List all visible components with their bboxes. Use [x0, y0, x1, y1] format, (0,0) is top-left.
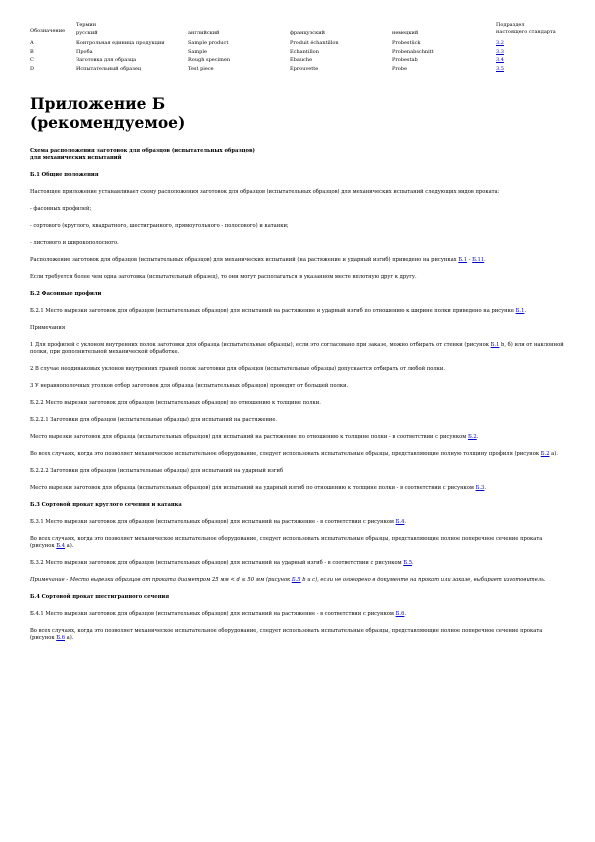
- text: Примечание - Место вырезки образцов от проката диаметром 25 мм < d ≤ 50 мм (рисунок: [30, 577, 292, 583]
- text: Во всех случаях, когда это позволяет механическое испытательное оборудование, следует использовать испытательные образцы, представляющие полную толщину профиля (рисунок: [30, 451, 541, 457]
- text: Во всех случаях, когда это позволяет механическое испытательное оборудование, следует использовать испытательные образцы, представляющие полное поперечное сечение проката (рисунок: [30, 628, 543, 641]
- section-heading: Б.2 Фасонные профили: [30, 291, 102, 297]
- text: .: [524, 308, 527, 314]
- appendix-title-line1: Приложение Б: [30, 94, 166, 113]
- text: а).: [65, 635, 74, 641]
- terms-table: [30, 18, 565, 74]
- notes-label: Примечания: [30, 325, 66, 331]
- row-term-ru: Контрольная единица продукции: [76, 40, 165, 46]
- header-designation: Обозначение: [30, 28, 66, 34]
- appendix-title: [30, 94, 185, 132]
- text: Б.3.2 Место вырезки заготовок для образцов (испытательных образцов) для испытаний на ударный изгиб - в соответствии с рисунком: [30, 560, 404, 566]
- paragraph: [30, 434, 565, 441]
- row-term-de: Probestück: [392, 40, 421, 46]
- row-term-en: Sample product: [188, 40, 229, 46]
- figure-link[interactable]: Б.5: [291, 577, 301, 583]
- text: -: [467, 257, 473, 263]
- row-term-de: Probe: [392, 65, 407, 72]
- note: [30, 577, 565, 584]
- section-heading: Б.1 Общие положения: [30, 172, 99, 178]
- text: .: [404, 519, 407, 525]
- figure-link[interactable]: Б.6: [395, 611, 405, 617]
- row-term-en: Sample: [188, 48, 207, 55]
- paragraph: Б.2.2 Место вырезки заготовок для образцов (испытательных образцов) по отношению к толщине полки.: [30, 400, 321, 406]
- note: [30, 342, 565, 356]
- row-code: С: [30, 57, 34, 63]
- figure-link[interactable]: Б.11: [472, 257, 485, 263]
- figure-link[interactable]: Б.6: [56, 635, 65, 641]
- row-term-ru: Испытательный образец: [76, 65, 142, 72]
- header-para-1: Подраздел: [496, 22, 525, 28]
- row-ref-link[interactable]: 3.2: [496, 40, 504, 46]
- terms-table-header: [30, 18, 565, 40]
- row-ref-link[interactable]: 3.3: [496, 48, 504, 55]
- row-code: В: [30, 48, 34, 55]
- header-lang-fr: французский: [290, 30, 325, 36]
- paragraph: [30, 451, 565, 458]
- paragraph: [30, 536, 565, 550]
- figure-link[interactable]: Б.5: [403, 560, 413, 566]
- row-term-fr: Produit échantillon: [290, 40, 339, 46]
- row-code: А: [30, 40, 34, 46]
- table-row: [30, 66, 565, 75]
- row-term-ru: Заготовка для образца: [76, 57, 137, 63]
- text: .: [476, 434, 479, 440]
- note: 2 В случае неодинаковых уклонов внутренних граней полок заготовки для образцов (испытательные образцы) допускается отбирать от любой полки.: [30, 366, 445, 372]
- list-item: - сортового (круглого, квадратного, шестигранного, прямоугольного - полосового) и катанки;: [30, 223, 289, 229]
- paragraph: [30, 485, 565, 492]
- text: Б.2.1 Место вырезки заготовок для образцов (испытательных образцов) для испытаний на растяжение и ударный изгиб по отношению к ширине полки приведено на рисунке: [30, 308, 516, 314]
- paragraph: [30, 257, 565, 264]
- text: 1 Для профилей с уклоном внутренних полок заготовки для образца (испытательные образцы), если это согласовано при заказе, можно отбирать от стенки (рисунок: [30, 342, 491, 348]
- figure-link[interactable]: Б.1: [490, 342, 500, 348]
- row-term-fr: Éprouvette: [290, 65, 319, 72]
- paragraph: Если требуется более чем одна заготовка (испытательный образец), то они могут располагаться в указанном месте вплотную друг к другу.: [30, 274, 417, 280]
- row-term-de: Probenabschnitt: [392, 48, 434, 55]
- figure-link[interactable]: Б.1: [515, 308, 525, 314]
- note: 3 У неравнополочных уголков отбор заготовок для образца (испытательных образцов) проводят от большей полки.: [30, 383, 349, 389]
- paragraph: Б.2.2.2 Заготовки для образцов (испытательные образцы) для испытаний на ударный изгиб: [30, 468, 284, 474]
- text: Место вырезки заготовок для образца (испытательных образцов) для испытаний на ударный изгиб по отношению к толщине полки - в соответствии с рисунком: [30, 485, 476, 491]
- text: .: [484, 485, 487, 491]
- figure-link[interactable]: Б.2: [467, 434, 477, 440]
- paragraph: Б.2.2.1 Заготовки для образцов (испытательные образцы) для испытаний на растяжение.: [30, 417, 278, 423]
- figure-link[interactable]: Б.4: [395, 519, 405, 525]
- text: Во всех случаях, когда это позволяет механическое испытательное оборудование, следует использовать испытательные образцы, представляющие полное поперечное сечение проката (рисунок: [30, 536, 543, 549]
- row-term-fr: Echantillon: [290, 48, 319, 55]
- appendix-subtitle: [30, 148, 565, 162]
- figure-link[interactable]: Б.3: [475, 485, 485, 491]
- section-heading: Б.3 Сортовой прокат круглого сечения и катанка: [30, 502, 182, 508]
- text: b и с), если не оговорено в документе на прокат или заказе, выбирает изготовитель.: [300, 577, 546, 583]
- row-term-en: Rough specimen: [188, 57, 231, 63]
- paragraph: [30, 611, 565, 618]
- text: Б.4.1 Место вырезки заготовок для образцов (испытательных образцов) для испытаний на растяжение - в соответствии с рисунком: [30, 611, 396, 617]
- row-ref-link[interactable]: 3.5: [496, 65, 504, 72]
- appendix-title-line2: (рекомендуемое): [30, 113, 186, 132]
- text: а).: [549, 451, 558, 457]
- paragraph: [30, 560, 565, 567]
- figure-link[interactable]: Б.2: [540, 451, 550, 457]
- text: Б.3.1 Место вырезки заготовок для образцов (испытательных образцов) для испытаний на растяжение - в соответствии с рисунком: [30, 519, 396, 525]
- section-heading: Б.4 Сортовой прокат шестигранного сечения: [30, 594, 170, 600]
- header-term: Термин: [76, 22, 97, 28]
- text: .: [404, 611, 407, 617]
- header-lang-de: немецкий: [392, 30, 419, 36]
- header-lang-en: английский: [188, 30, 220, 36]
- subtitle-line2: для механических испытаний: [30, 155, 122, 161]
- header-lang-ru: русский: [76, 30, 98, 36]
- row-ref-link[interactable]: 3.4: [496, 57, 504, 63]
- subtitle-line1: Схема расположения заготовок для образцов (испытательных образцов): [30, 148, 256, 154]
- paragraph: Настоящее приложение устанавливает схему расположения заготовок для образцов (испытательных образцов) для механических испытаний следующих видов проката:: [30, 189, 500, 195]
- paragraph: [30, 628, 565, 642]
- figure-link[interactable]: Б.1: [458, 257, 468, 263]
- paragraph: [30, 519, 565, 526]
- text: Место вырезки заготовок для образца (испытательных образцов) для испытаний на растяжение по отношению к толщине полки - в соответствии с рисунком: [30, 434, 468, 440]
- text: b, б) или от наклонной полки, при дополнительной механической обработке.: [30, 342, 564, 355]
- table-row: [30, 49, 565, 58]
- list-item: - фасонных профилей;: [30, 206, 92, 212]
- row-term-ru: Проба: [76, 48, 93, 55]
- text: а).: [65, 543, 74, 549]
- row-code: D: [30, 65, 35, 72]
- paragraph: [30, 308, 565, 315]
- row-term-fr: Ébauche: [290, 57, 313, 63]
- table-row: [30, 57, 565, 66]
- table-row: [30, 40, 565, 49]
- text: Расположение заготовок для образцов (испытательных образцов) для механических испытаний (на растяжение и ударный изгиб) приведено на рисунках: [30, 257, 459, 263]
- row-term-en: Test piece: [188, 65, 214, 72]
- row-term-de: Probestab: [392, 57, 418, 63]
- figure-link[interactable]: Б.4: [56, 543, 65, 549]
- list-item: - листового и широкополосного.: [30, 240, 119, 246]
- document-body: [30, 148, 565, 642]
- text: .: [484, 257, 486, 263]
- header-para-2: настоящего стандарта: [496, 29, 556, 35]
- text: .: [412, 560, 414, 566]
